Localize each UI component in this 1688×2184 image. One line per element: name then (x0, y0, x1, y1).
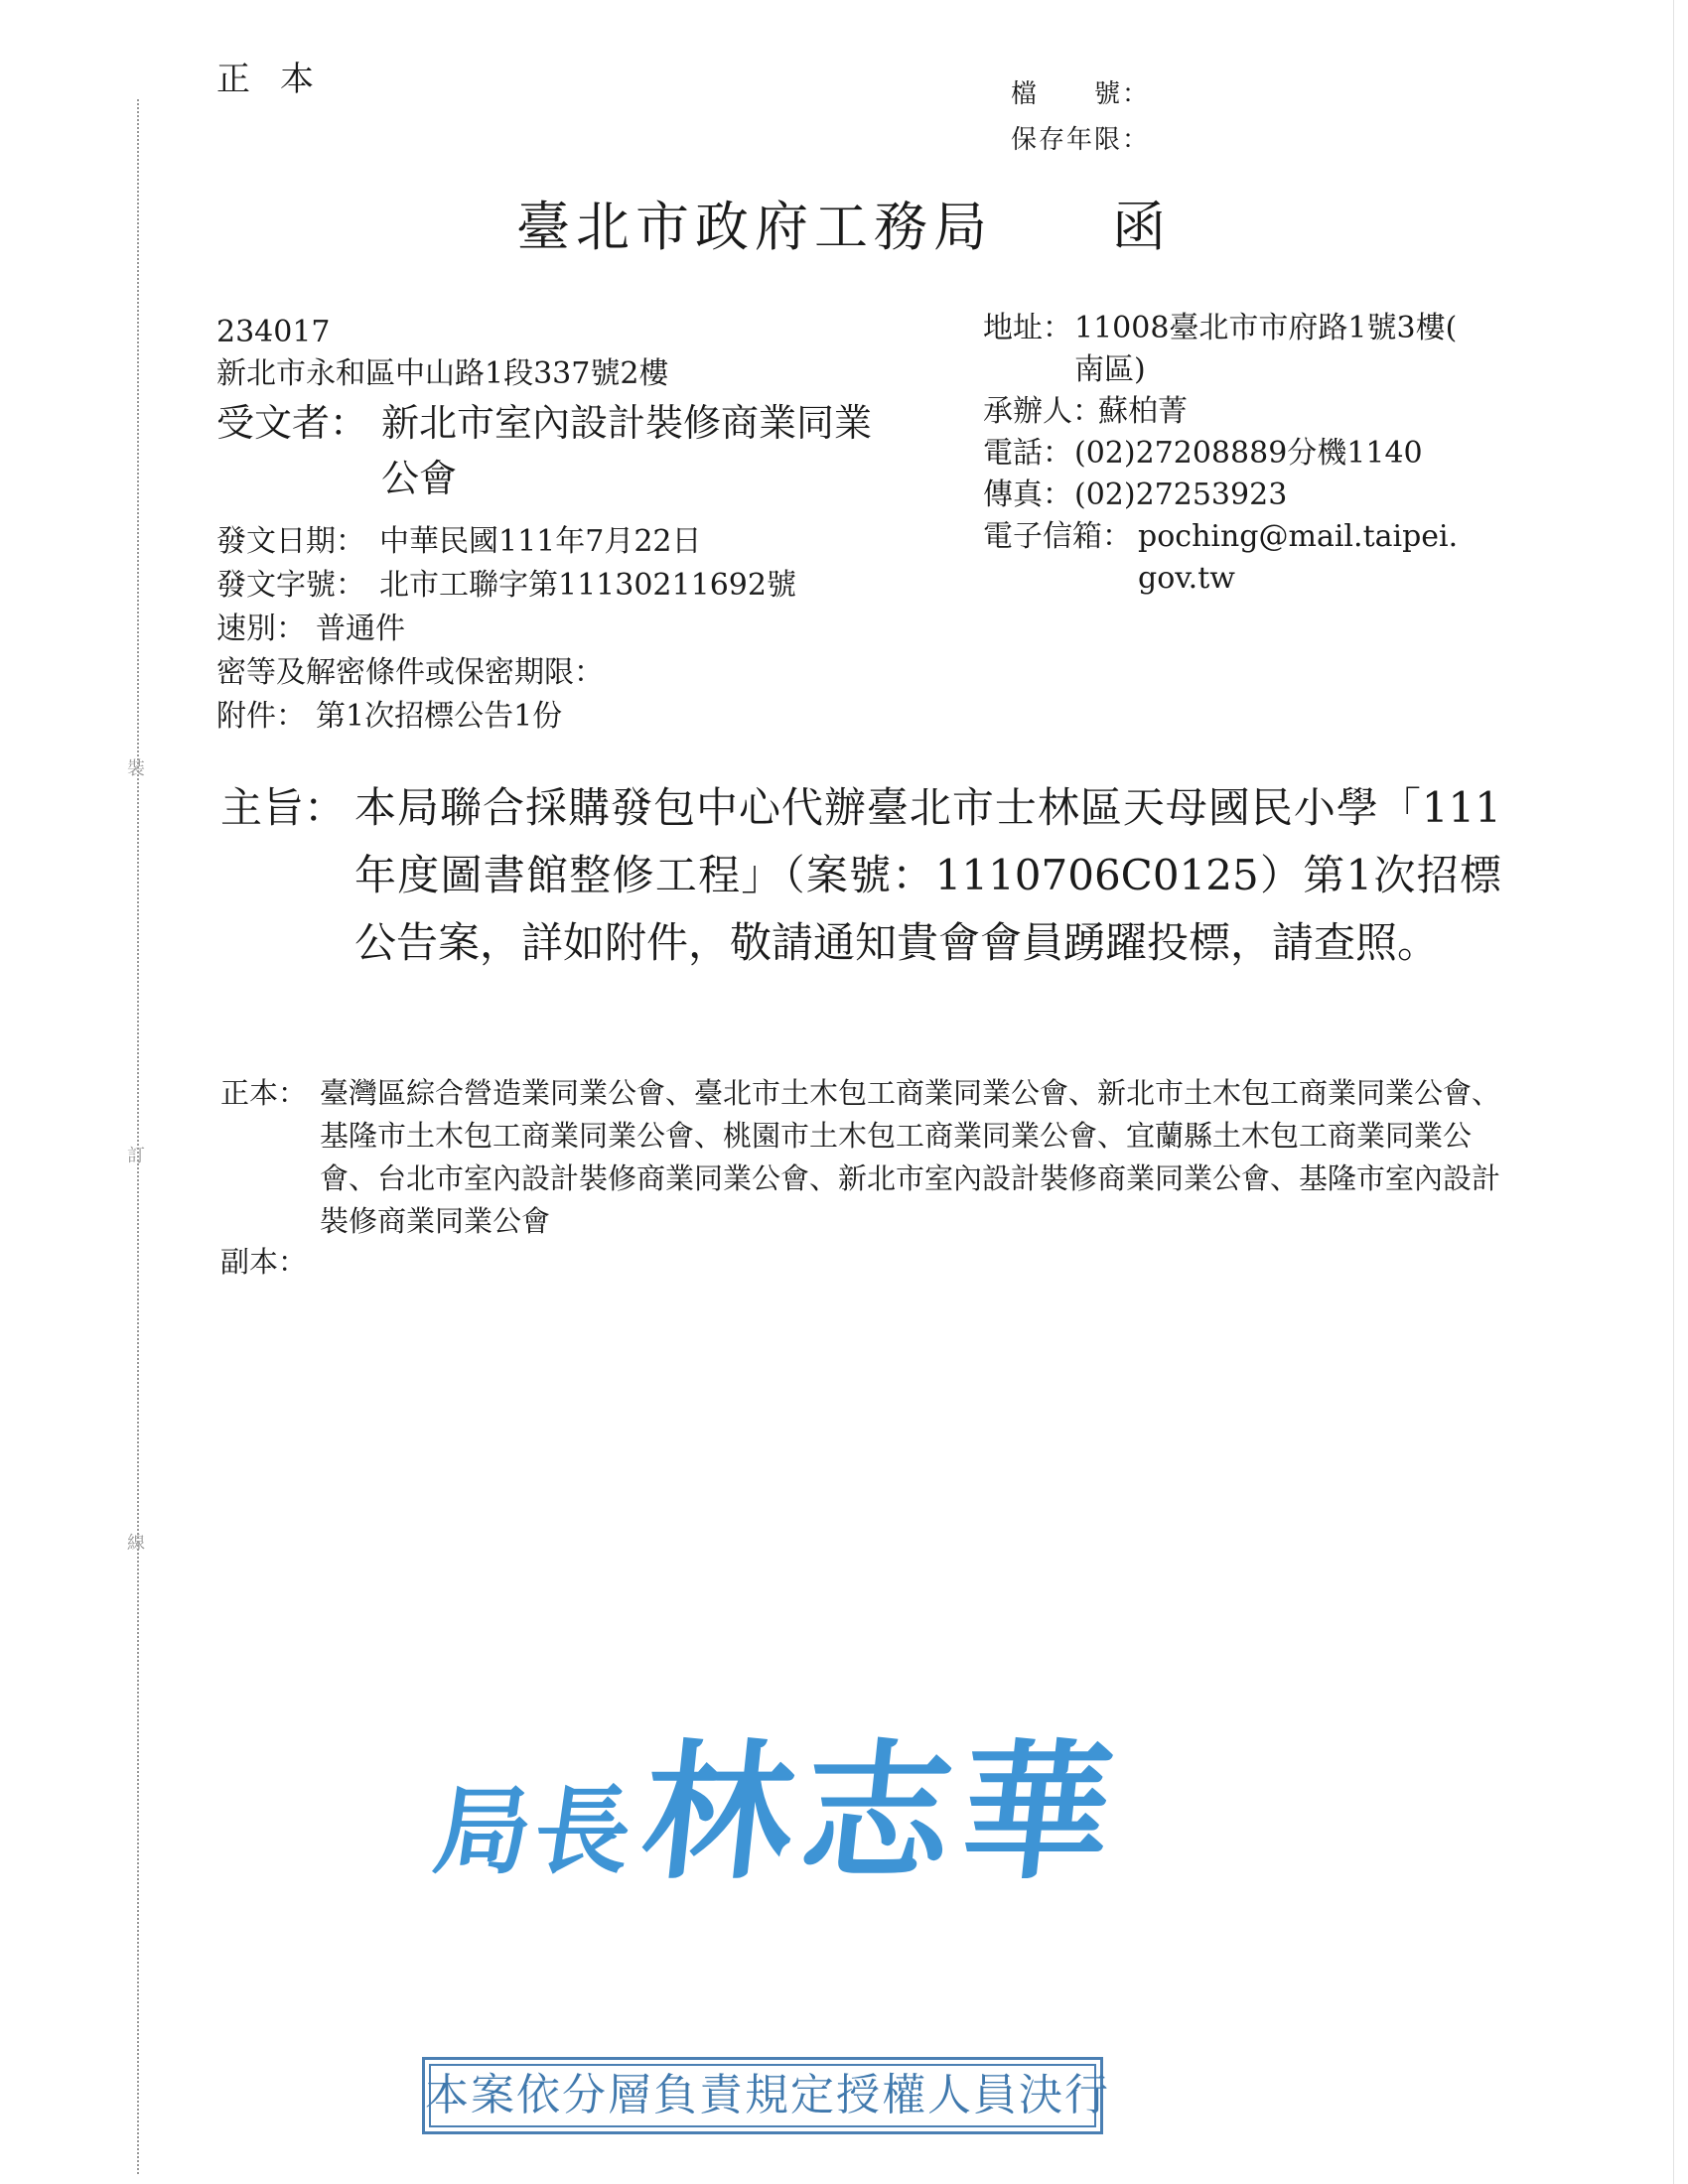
fax-label: 傳真： (983, 478, 1072, 512)
recipient-label: 受文者： (216, 401, 368, 445)
handler-name: 蘇柏菁 (1098, 394, 1188, 429)
original-recipients-label: 正本： (220, 1076, 308, 1110)
speed-label: 速別： (216, 612, 306, 646)
binding-mark-2: 訂 (127, 1146, 145, 1166)
recipient-postal-code: 234017 (216, 315, 331, 349)
attachment-label: 附件： (216, 699, 306, 734)
subject-section (220, 774, 1501, 977)
sender-address-label: 地址： (983, 311, 1072, 345)
binding-line (137, 99, 139, 2174)
original-recipients-list: 臺灣區綜合營造業同業公會、臺北市土木包工商業同業公會、新北市土木包工商業同業公會、基隆市土木包工商業同業公會、桃園市土木包工商業同業公會、宜蘭縣土木包工商業同業公會、台北市室內設計裝修商業同業公會、新北市室內設計裝修商業同業公會、基隆市室內設計裝修商業同業公會 (320, 1076, 1501, 1238)
phone-number: (02)27208889分機1140 (1074, 436, 1423, 471)
speed-value: 普通件 (316, 612, 405, 646)
attachment-value: 第1次招標公告1份 (316, 699, 563, 734)
handler-label: 承辦人： (983, 394, 1102, 429)
sender-address-line1: 11008臺北市市府路1號3樓( (1074, 311, 1458, 345)
signature-title: 局長 (428, 1775, 642, 1887)
document-title: 臺北市政府工務局 函 (516, 196, 1172, 258)
approval-stamp: 本案依分層負責規定授權人員決行 (422, 2057, 1103, 2134)
signature-name: 林志華 (634, 1725, 1130, 1900)
recipient-address: 新北市永和區中山路1段337號2樓 (216, 356, 669, 391)
issue-date: 中華民國111年7月22日 (379, 524, 702, 559)
sender-address-line2: 南區) (1074, 352, 1146, 387)
file-number-label: 檔 號： (1011, 79, 1151, 109)
email-line2: gov.tw (1138, 561, 1235, 596)
copy-type-label: 正本 (216, 60, 344, 99)
email-line1: poching@mail.taipei. (1138, 519, 1459, 554)
distribution-original (220, 1072, 1501, 1243)
recipient-name-line1: 新北市室內設計裝修商業同業 (381, 401, 873, 445)
phone-label: 電話： (983, 436, 1072, 471)
email-label: 電子信箱： (983, 519, 1132, 554)
fax-number: (02)27253923 (1074, 478, 1288, 512)
subject-text: 本局聯合採購發包中心代辦臺北市士林區天母國民小學「111年度圖書館整修工程」（案號：1110706C0125）第1次招標公告案，詳如附件，敬請通知貴會會員踴躍投標，請查照。 (354, 783, 1501, 967)
reference-label: 發文字號： (216, 568, 365, 603)
copy-recipients-label: 副本： (220, 1245, 308, 1279)
binding-mark-3: 線 (127, 1533, 145, 1554)
recipient-name-line2: 公會 (381, 457, 458, 500)
page-edge (1673, 0, 1674, 2184)
director-signature (428, 1693, 1130, 1907)
issue-date-label: 發文日期： (216, 524, 365, 559)
secrecy-label: 密等及解密條件或保密期限： (216, 655, 604, 690)
binding-mark-1: 裝 (127, 758, 145, 779)
subject-label: 主旨： (220, 783, 347, 832)
reference-number: 北市工聯字第11130211692號 (379, 568, 796, 603)
retention-label: 保存年限： (1011, 125, 1151, 155)
